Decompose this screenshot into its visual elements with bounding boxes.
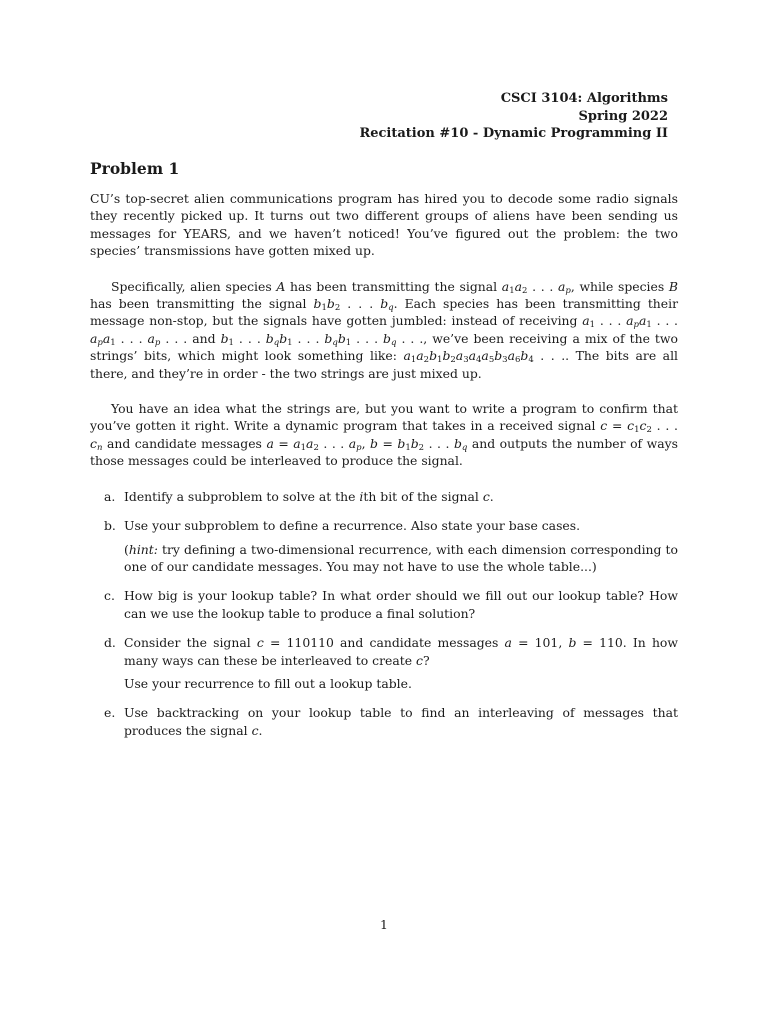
subquestion-marker: b. [104, 518, 116, 534]
intro-paragraph: CU’s top-secret alien communications program has hired you to decode some radio signals they recently picked up. It turns out two different groups of aliens have been sending us messages for YEARS, and we haven’t noticed! You’ve figured out the problem: the two species’ transmissions have gotten mixed up. [90, 191, 678, 259]
subquestion-b: b. Use your subproblem to define a recurrence. Also state your base cases. (hint: try defining a two-dimensional recurrence, with each dimension corresponding to one of our candidate messages. You may not have to use the whole table...) [104, 518, 678, 574]
problem-heading: Problem 1 [90, 159, 180, 178]
task-paragraph: You have an idea what the strings are, but you want to write a program to confirm that you’ve gotten it right. Write a dynamic program that takes in a received signal $c = c_1c_2$ . . . $c_n$ and candidate messages $a = a_1a_2$ . . . $a_p$, $b = b_1b_2$ . . . $b_q$ and outputs the number of ways those messages could be interleaved to produce the signal. [90, 401, 678, 469]
subquestion-marker: d. [104, 635, 116, 651]
subquestion-marker: c. [104, 588, 115, 604]
hint-text: (hint: try defining a two-dimensional recurrence, with each dimension corresponding to one of our candidate messages. You may not have to use the whole table...) [124, 541, 678, 574]
subquestion-marker: a. [104, 488, 116, 504]
subquestion-e: e. Use backtracking on your lookup table to find an interleaving of messages that produces the signal c. [104, 705, 678, 738]
subquestion-list [90, 488, 678, 739]
species-paragraph: Specifically, alien species A has been transmitting the signal $a_1a_2$ . . . $a_p$, while species B has been transmitting the signal $b_1b_2$ . . . $b_q$. Each species has been transmitting their message non-stop, but the signals have gotten jumbled: instead of receiving $a_1$ . . . $a_pa_1$ . . . $a_pa_1$ . . . $a_p$ . . . and $b_1$ . . . $b_qb_1$ . . . $b_qb_1$ . . . $b_q$ . . ., we’ve been receiving a mix of the two strings’ bits, which might look something like: $a_1a_2b_1b_2a_3a_4a_5b_3a_6b_4$ . . .. The bits are all there, and they’re in order - the two strings are just mixed up. [90, 278, 679, 381]
term: Spring 2022 [578, 108, 668, 124]
subquestion-a: a. Identify a subproblem to solve at the ith bit of the signal c. [104, 488, 494, 504]
recitation-title: Recitation #10 - Dynamic Programming II [359, 126, 668, 141]
course-title: CSCI 3104: Algorithms [500, 91, 668, 106]
document-header [300, 90, 668, 143]
subquestion-c: c. How big is your lookup table? In what order should we fill out our lookup table? How can we use the lookup table to produce a final solution? [104, 588, 678, 621]
subquestion-d-instruction: Use your recurrence to fill out a lookup table. [124, 675, 412, 691]
subquestion-d: d. Consider the signal c = 110110 and candidate messages a = 101, b = 110. In how many ways can these be interleaved to create c? Use your recurrence to fill out a lookup table. [104, 635, 678, 691]
subquestion-marker: e. [104, 705, 116, 721]
page-number: 1 [380, 917, 388, 932]
problem-body [90, 190, 678, 751]
